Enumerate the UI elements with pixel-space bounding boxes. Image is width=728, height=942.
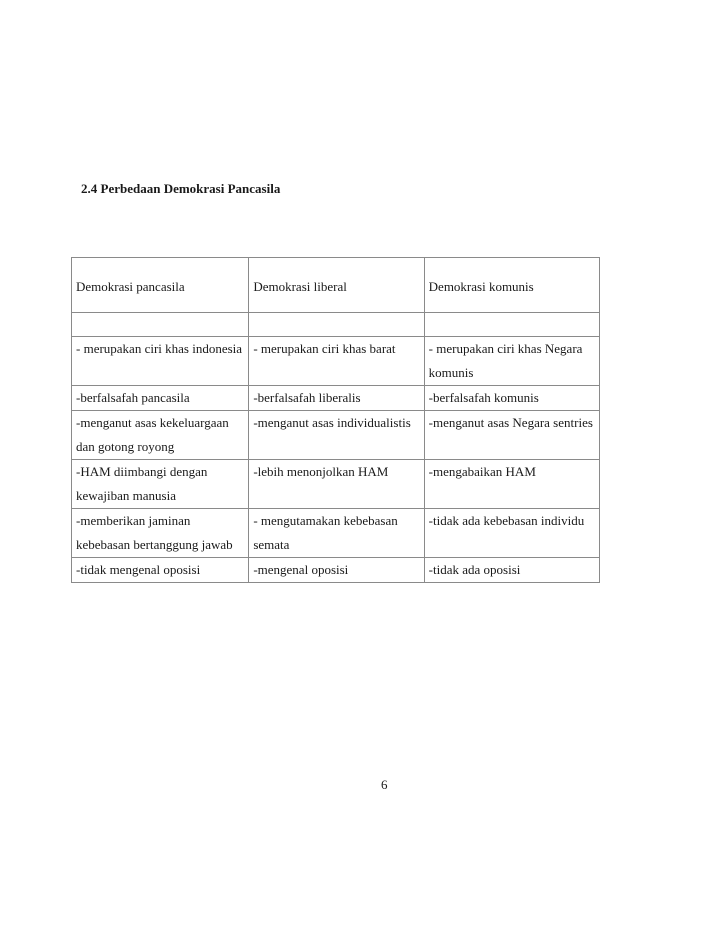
table-cell: -mengenal oposisi — [249, 558, 424, 583]
empty-cell — [72, 313, 249, 337]
table-cell: - mengutamakan kebebasan semata — [249, 509, 424, 558]
header-cell-liberal: Demokrasi liberal — [249, 258, 424, 313]
table-row — [72, 386, 600, 411]
table-empty-row — [72, 313, 600, 337]
table-row — [72, 509, 600, 558]
empty-cell — [424, 313, 599, 337]
header-cell-pancasila: Demokrasi pancasila — [72, 258, 249, 313]
empty-cell — [249, 313, 424, 337]
table-cell: -berfalsafah komunis — [424, 386, 599, 411]
table-cell: - merupakan ciri khas indonesia — [72, 337, 249, 386]
table-cell: -menganut asas kekeluargaan dan gotong royong — [72, 411, 249, 460]
table-header-row — [72, 258, 600, 313]
table-cell: -menganut asas individualistis — [249, 411, 424, 460]
table-cell: -menganut asas Negara sentries — [424, 411, 599, 460]
header-cell-komunis: Demokrasi komunis — [424, 258, 599, 313]
table-cell: - merupakan ciri khas Negara komunis — [424, 337, 599, 386]
table-cell: -HAM diimbangi dengan kewajiban manusia — [72, 460, 249, 509]
section-heading: 2.4 Perbedaan Demokrasi Pancasila — [81, 181, 281, 196]
table-row — [72, 411, 600, 460]
table-cell: -tidak mengenal oposisi — [72, 558, 249, 583]
table-row — [72, 558, 600, 583]
table-cell: -lebih menonjolkan HAM — [249, 460, 424, 509]
table-cell: -tidak ada kebebasan individu — [424, 509, 599, 558]
table-cell: -mengabaikan HAM — [424, 460, 599, 509]
table-cell: - merupakan ciri khas barat — [249, 337, 424, 386]
comparison-table — [71, 257, 600, 583]
table-cell: -berfalsafah liberalis — [249, 386, 424, 411]
table-row — [72, 337, 600, 386]
table-cell: -tidak ada oposisi — [424, 558, 599, 583]
table-row — [72, 460, 600, 509]
table-cell: -berfalsafah pancasila — [72, 386, 249, 411]
page-number: 6 — [381, 777, 388, 792]
table-cell: -memberikan jaminan kebebasan bertanggung jawab — [72, 509, 249, 558]
